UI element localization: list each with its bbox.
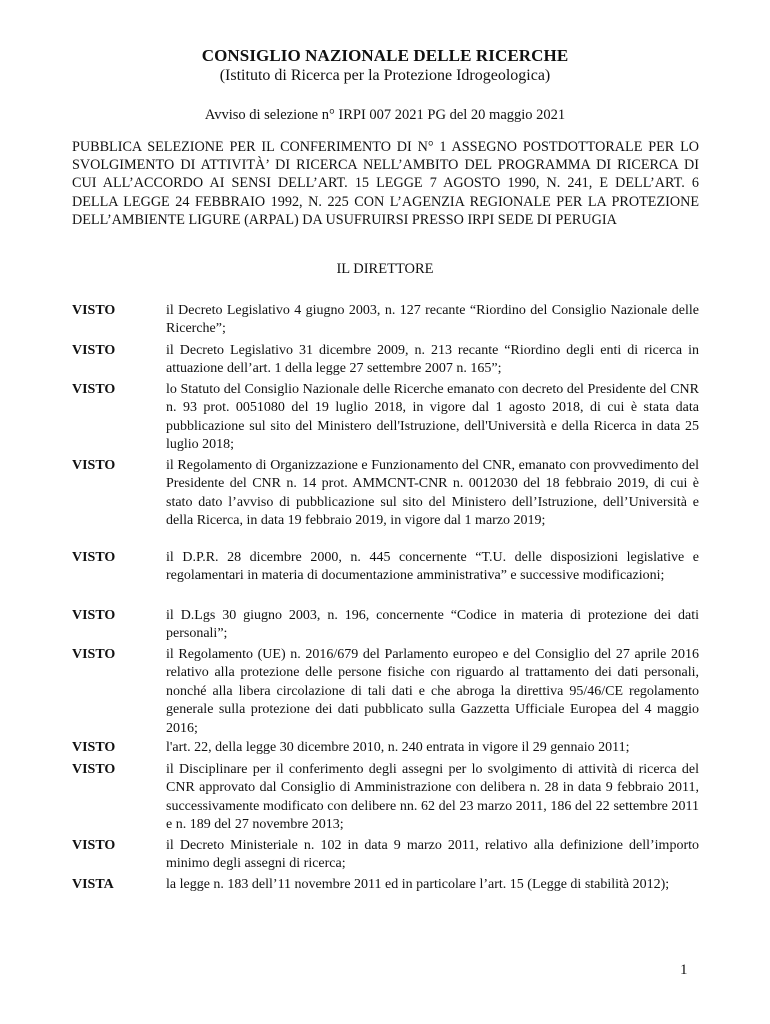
institution-title: CONSIGLIO NAZIONALE DELLE RICERCHE [201,46,569,65]
clause-label: VISTO [72,762,116,777]
clause-8 [72,739,699,757]
clause-10 [72,837,699,874]
clause-text: il Decreto Ministeriale n. 102 in data 9 marzo 2011, relativo alla definizione dell’importo minimo degli assegni di ricerca; [166,838,699,872]
clause-11 [72,876,699,894]
clause-1 [72,302,699,339]
clause-label: VISTO [72,550,116,565]
clause-text: il Decreto Legislativo 4 giugno 2003, n. 127 recante “Riordino del Consiglio Nazionale delle Ricerche”; [166,303,699,337]
clause-text: il Disciplinare per il conferimento degli assegni per lo svolgimento di attività di ricerca del CNR approvato dal Consiglio di Amministrazione con delibera n. 28 in data 9 febbraio 2011, successivamente modificato con delibere nn. 62 del 23 marzo 2011, 186 del 22 settembre 2011 e n. 189 del 27 novembre 2013; [166,762,699,833]
clause-2 [72,342,699,379]
clause-label: VISTO [72,647,116,662]
clause-label: VISTO [72,838,116,853]
institute-subtitle: (Istituto di Ricerca per la Protezione Idrogeologica) [219,67,551,84]
clause-4 [72,457,699,531]
clause-text: il D.Lgs 30 giugno 2003, n. 196, concernente “Codice in materia di protezione dei dati personali”; [166,608,699,642]
subject-paragraph: PUBBLICA SELEZIONE PER IL CONFERIMENTO DI N° 1 ASSEGNO POSTDOTTORALE PER LO SVOLGIMENTO DI ATTIVITÀ’ DI RICERCA NELL’AMBITO DEL PROGRAMMA DI RICERCA DI CUI ALL’ACCORDO AI SENSI DELL’ART. 15 LEGGE 7 AGOSTO 1990, N. 241, E DELL’ART. 6 DELLA LEGGE 24 FEBBRAIO 1992, N. 225 CON L’AGENZIA REGIONALE PER LA PROTEZIONE DELL’AMBIENTE LIGURE (ARPAL) DA USUFRUIRSI PRESSO IRPI SEDE DI PERUGIA [72,139,699,228]
clause-3 [72,381,699,455]
clause-text: il Regolamento (UE) n. 2016/679 del Parlamento europeo e del Consiglio del 27 aprile 2016 relativo alla protezione delle persone fisiche con riguardo al trattamento dei dati personali, nonché alla libera circolazione di tali dati e che abroga la direttiva 95/46/CE regolamento generale sulla protezione dei dati pubblicato sulla Gazzetta Ufficiale Europea del 4 maggio 2016; [166,647,699,736]
clause-label: VISTO [72,458,116,473]
clause-text: il Decreto Legislativo 31 dicembre 2009, n. 213 recante “Riordino degli enti di ricerca in attuazione dell’art. 1 della legge 27 settembre 2007 n. 165”; [166,343,699,377]
clause-label: VISTO [72,343,116,358]
clause-text: il D.P.R. 28 dicembre 2000, n. 445 concernente “T.U. delle disposizioni legislative e regolamentari in materia di documentazione amministrativa” e successive modificazioni; [166,550,699,584]
clause-label: VISTA [72,877,114,892]
director-heading: IL DIRETTORE [336,261,434,277]
clause-label: VISTO [72,382,116,397]
clause-6 [72,607,699,644]
clause-text: la legge n. 183 dell’11 novembre 2011 ed in particolare l’art. 15 (Legge di stabilità 2012); [166,877,670,892]
clause-text: l'art. 22, della legge 30 dicembre 2010, n. 240 entrata in vigore il 29 gennaio 2011; [166,740,630,755]
clause-label: VISTO [72,740,116,755]
clause-5 [72,549,699,586]
page-number: 1 [680,962,688,978]
clause-9 [72,761,699,835]
clause-text: il Regolamento di Organizzazione e Funzionamento del CNR, emanato con provvedimento del Presidente del CNR n. 14 prot. AMMCNT-CNR n. 0012030 del 18 febbraio 2019, di cui è stato dato l’avviso di pubblicazione sul sito del Ministero dell’Istruzione, dell’Università e della Ricerca, in data 19 febbraio 2019, in vigore dal 1 marzo 2019; [166,458,699,529]
selection-notice: Avviso di selezione n° IRPI 007 2021 PG del 20 maggio 2021 [204,107,566,123]
clause-7 [72,646,699,738]
clause-label: VISTO [72,303,116,318]
clause-text: lo Statuto del Consiglio Nazionale delle Ricerche emanato con decreto del Presidente del CNR n. 93 prot. 0051080 del 19 luglio 2018, in vigore dal 1 agosto 2018, di cui è stata data pubblicazione sul sito del Ministero dell'Istruzione, dell'Università e della Ricerca in data 25 luglio 2018; [166,382,699,453]
clause-label: VISTO [72,608,116,623]
